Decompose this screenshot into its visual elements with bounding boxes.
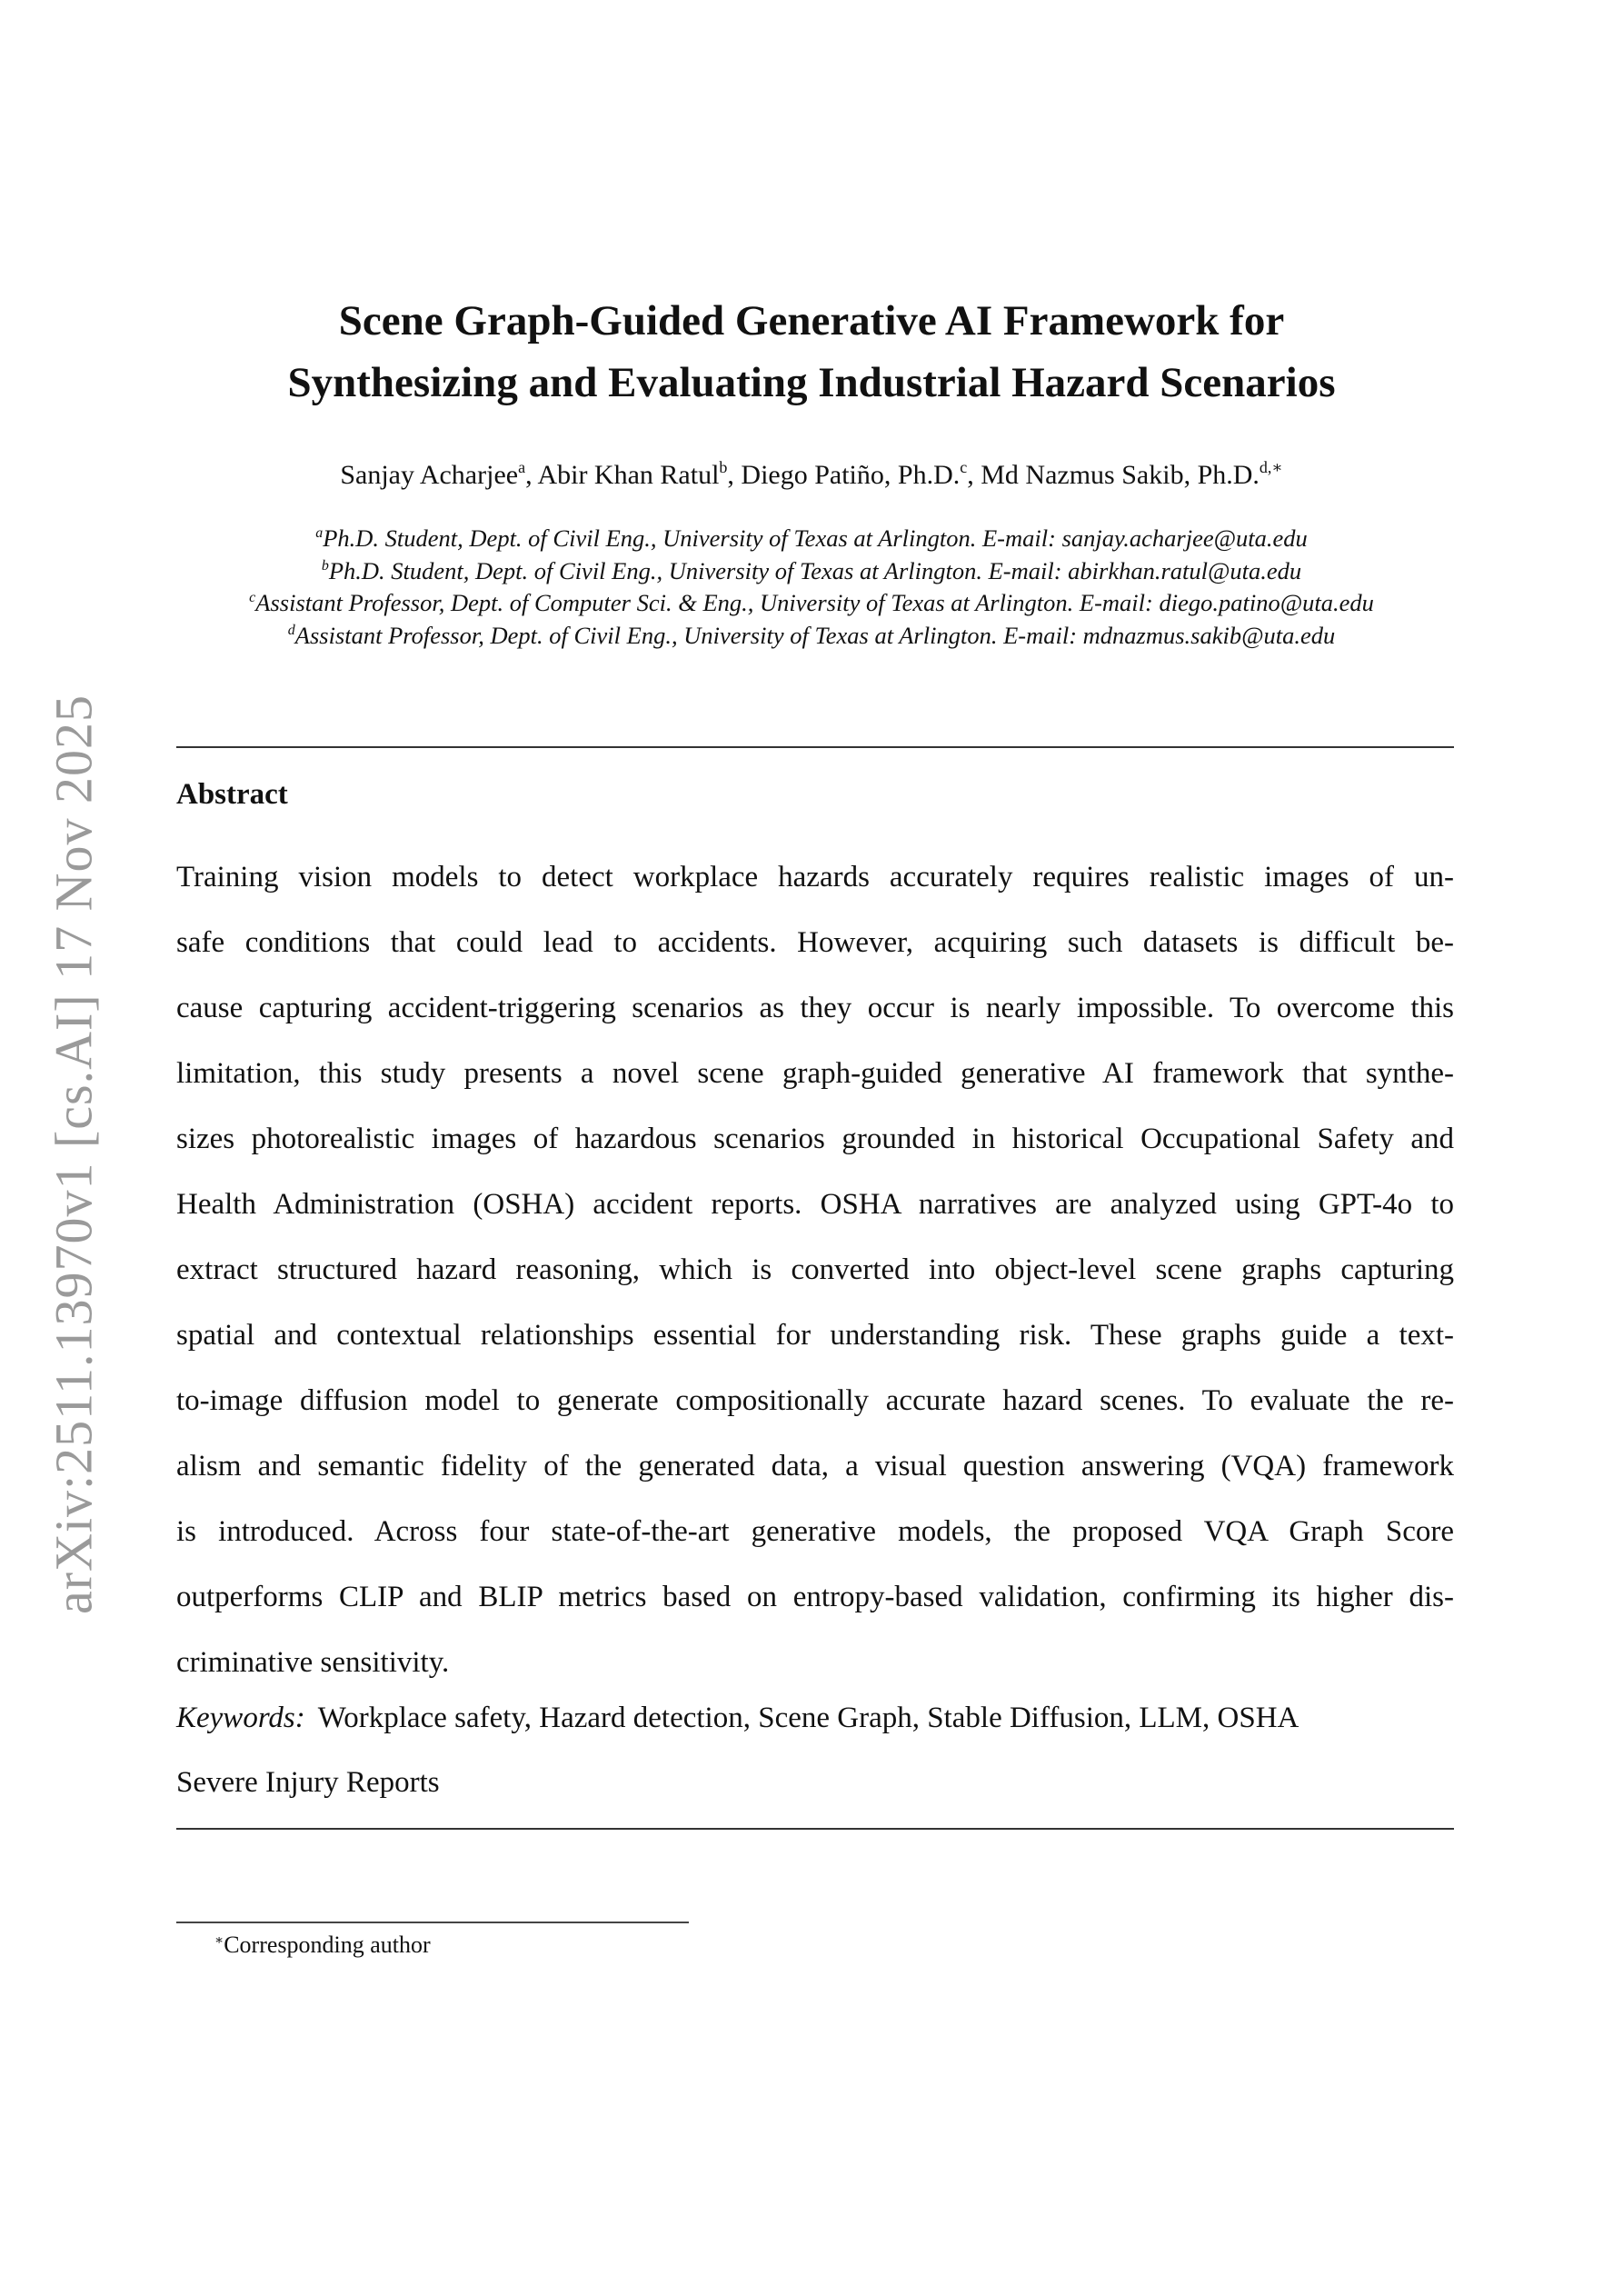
- author-name: Diego Patiño, Ph.D.: [741, 460, 961, 490]
- author-name: Md Nazmus Sakib, Ph.D.: [981, 460, 1260, 490]
- author-name: Sanjay Acharjee: [340, 460, 519, 490]
- keywords-label: Keywords:: [176, 1702, 305, 1734]
- affiliation-text: Ph.D. Student, Dept. of Civil Eng., University of Texas at Arlington. E-mail: sanjay.acharjee@uta.edu: [323, 524, 1308, 552]
- abstract-line: extract structured hazard reasoning, which is converted into object-level scene graphs capturing: [176, 1253, 1454, 1286]
- abstract-line: outperforms CLIP and BLIP metrics based on entropy-based validation, confirming its higher dis-: [176, 1581, 1454, 1613]
- abstract-line: spatial and contextual relationships essential for understanding risk. These graphs guide a text-: [176, 1319, 1454, 1352]
- affiliation-mark: a: [315, 525, 324, 541]
- affiliation-text: Assistant Professor, Dept. of Civil Eng., University of Texas at Arlington. E-mail: mdnazmus.sakib@uta.edu: [294, 621, 1336, 649]
- abstract-line: to-image diffusion model to generate compositionally accurate hazard scenes. To evaluate the re-: [176, 1384, 1454, 1417]
- top-divider: [176, 746, 1454, 748]
- abstract-line: Health Administration (OSHA) accident reports. OSHA narratives are analyzed using GPT-4o to: [176, 1188, 1454, 1221]
- affiliation-mark: c: [249, 590, 256, 605]
- arxiv-stamp: arXiv:2511.13970v1 [cs.AI] 17 Nov 2025: [44, 694, 104, 1615]
- title-line: Synthesizing and Evaluating Industrial Hazard Scenarios: [287, 359, 1336, 406]
- footnote-text: Corresponding author: [224, 1932, 431, 1958]
- author-name: Abir Khan Ratul: [537, 460, 720, 490]
- abstract-body: [176, 844, 1454, 1695]
- bottom-divider: [176, 1828, 1454, 1830]
- paper-title: [0, 290, 1623, 414]
- abstract-line: Training vision models to detect workplace hazards accurately requires realistic images of un-: [176, 861, 1454, 893]
- affiliation: [0, 523, 1623, 555]
- title-line: Scene Graph-Guided Generative AI Framework for: [338, 297, 1285, 344]
- abstract-line: is introduced. Across four state-of-the-art generative models, the proposed VQA Graph Score: [176, 1515, 1454, 1548]
- author-mark: d,∗: [1259, 458, 1283, 476]
- affiliation: [0, 555, 1623, 588]
- abstract-line: alism and semantic fidelity of the generated data, a visual question answering (VQA) framework: [176, 1450, 1454, 1482]
- affiliation: [0, 620, 1623, 653]
- keywords-text: Severe Injury Reports: [176, 1766, 440, 1799]
- abstract-heading: Abstract: [176, 778, 288, 811]
- author-list: Sanjay Acharjee$^a$, Abir Khan Ratul$^b$, Diego Patiño, Ph.D.$^c$, Md Nazmus Sakib, Ph.D.$^{d,∗}$: [340, 458, 1283, 490]
- keywords: [176, 1686, 1454, 1815]
- affiliation-mark: d: [287, 622, 295, 638]
- footnote: [214, 1931, 431, 1960]
- abstract-line: safe conditions that could lead to accidents. However, acquiring such datasets is difficult be-: [176, 926, 1454, 959]
- footnote-rule: [176, 1922, 689, 1923]
- keywords-text: Workplace safety, Hazard detection, Scene Graph, Stable Diffusion, LLM, OSHA: [317, 1702, 1299, 1734]
- abstract-line: limitation, this study presents a novel scene graph-guided generative AI framework that synthe-: [176, 1057, 1454, 1090]
- author-mark: b: [719, 458, 728, 476]
- footnote-mark: ∗: [214, 1933, 224, 1948]
- author-mark: c: [960, 458, 968, 476]
- author-mark: a: [518, 458, 526, 476]
- abstract-line: criminative sensitivity.: [176, 1646, 450, 1679]
- affiliation-mark: b: [321, 557, 329, 574]
- abstract-line: cause capturing accident-triggering scenarios as they occur is nearly impossible. To overcome this: [176, 992, 1454, 1024]
- affiliation-text: Assistant Professor, Dept. of Computer Sci. & Eng., University of Texas at Arlington. E-mail: diego.patino@uta.edu: [255, 589, 1374, 616]
- affiliation-text: Ph.D. Student, Dept. of Civil Eng., University of Texas at Arlington. E-mail: abirkhan.ratul@uta.edu: [328, 556, 1302, 584]
- affiliation: [0, 587, 1623, 620]
- abstract-line: sizes photorealistic images of hazardous scenarios grounded in historical Occupational Safety and: [176, 1123, 1454, 1155]
- affiliations: [0, 523, 1623, 652]
